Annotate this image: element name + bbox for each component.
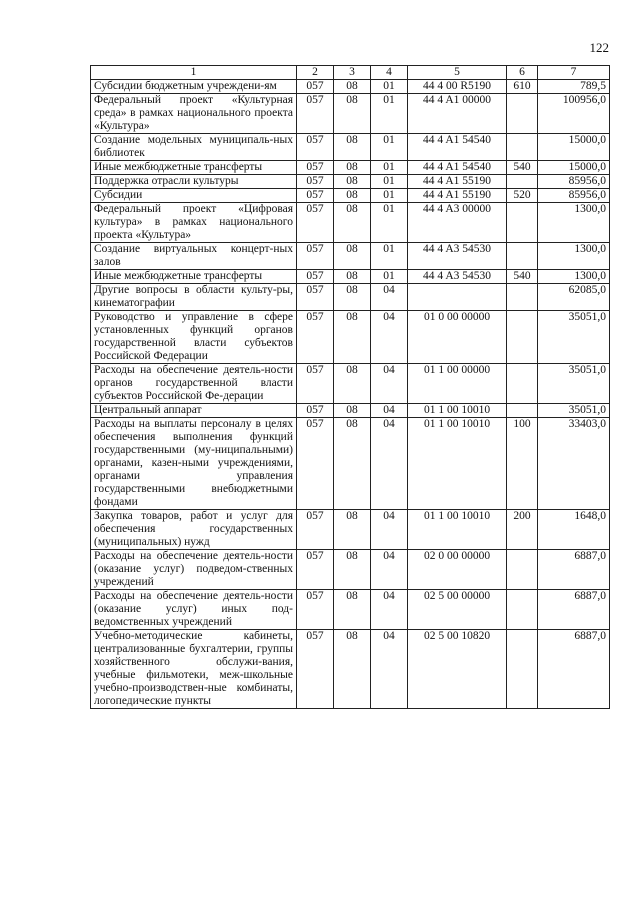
column-number-row xyxy=(91,66,610,80)
vedomstvo-cell: 057 xyxy=(297,80,334,94)
table-row xyxy=(91,189,610,203)
vedomstvo-cell: 057 xyxy=(297,134,334,161)
razdel-cell: 08 xyxy=(334,510,371,550)
expense-type-cell: 100 xyxy=(507,418,538,510)
expense-name-cell: Создание модельных муниципаль-ных библиотек xyxy=(91,134,297,161)
expense-type-cell xyxy=(507,134,538,161)
expense-name-cell: Иные межбюджетные трансферты xyxy=(91,270,297,284)
amount-cell: 6887,0 xyxy=(538,550,610,590)
amount-cell: 789,5 xyxy=(538,80,610,94)
column-header: 1 xyxy=(91,66,297,80)
table-row xyxy=(91,311,610,364)
target-article-cell: 44 4 A1 55190 xyxy=(408,189,507,203)
expense-name-cell: Закупка товаров, работ и услуг для обеспечения государственных (муниципальных) нужд xyxy=(91,510,297,550)
expense-type-cell xyxy=(507,94,538,134)
amount-cell: 6887,0 xyxy=(538,630,610,709)
expense-type-cell xyxy=(507,203,538,243)
amount-cell: 35051,0 xyxy=(538,404,610,418)
expense-type-cell xyxy=(507,175,538,189)
expense-type-cell xyxy=(507,311,538,364)
vedomstvo-cell: 057 xyxy=(297,243,334,270)
expense-name-cell: Федеральный проект «Культурная среда» в рамках национального проекта «Культура» xyxy=(91,94,297,134)
column-header: 7 xyxy=(538,66,610,80)
podrazdel-cell: 04 xyxy=(371,590,408,630)
vedomstvo-cell: 057 xyxy=(297,175,334,189)
expense-name-cell: Другие вопросы в области культу-ры, кинематографии xyxy=(91,284,297,311)
target-article-cell: 44 4 A3 54530 xyxy=(408,243,507,270)
expense-name-cell: Учебно-методические кабинеты, централизованные бухгалтерии, группы хозяйственного обслужи-вания, учебные фильмотеки, меж-школьные учебно-производствен-ные комбинаты, логопедические пункты xyxy=(91,630,297,709)
vedomstvo-cell: 057 xyxy=(297,630,334,709)
target-article-cell: 02 5 00 10820 xyxy=(408,630,507,709)
amount-cell: 15000,0 xyxy=(538,134,610,161)
expense-type-cell xyxy=(507,404,538,418)
target-article-cell: 44 4 A1 54540 xyxy=(408,161,507,175)
expense-type-cell xyxy=(507,364,538,404)
expense-name-cell: Поддержка отрасли культуры xyxy=(91,175,297,189)
razdel-cell: 08 xyxy=(334,364,371,404)
podrazdel-cell: 01 xyxy=(371,161,408,175)
razdel-cell: 08 xyxy=(334,175,371,189)
expense-name-cell: Расходы на обеспечение деятель-ности органов государственной власти субъектов Российской Фе-дерации xyxy=(91,364,297,404)
expense-type-cell: 520 xyxy=(507,189,538,203)
table-row xyxy=(91,243,610,270)
column-header: 4 xyxy=(371,66,408,80)
vedomstvo-cell: 057 xyxy=(297,404,334,418)
target-article-cell: 44 4 A1 00000 xyxy=(408,94,507,134)
expense-name-cell: Центральный аппарат xyxy=(91,404,297,418)
target-article-cell: 02 5 00 00000 xyxy=(408,590,507,630)
podrazdel-cell: 01 xyxy=(371,203,408,243)
column-header: 6 xyxy=(507,66,538,80)
table-row xyxy=(91,270,610,284)
vedomstvo-cell: 057 xyxy=(297,270,334,284)
table-row xyxy=(91,161,610,175)
page-number: 122 xyxy=(589,40,609,55)
vedomstvo-cell: 057 xyxy=(297,510,334,550)
expense-type-cell xyxy=(507,590,538,630)
table-row xyxy=(91,630,610,709)
razdel-cell: 08 xyxy=(334,590,371,630)
amount-cell: 85956,0 xyxy=(538,189,610,203)
expense-type-cell xyxy=(507,284,538,311)
target-article-cell: 44 4 A3 00000 xyxy=(408,203,507,243)
vedomstvo-cell: 057 xyxy=(297,590,334,630)
podrazdel-cell: 01 xyxy=(371,134,408,161)
expense-type-cell: 540 xyxy=(507,161,538,175)
razdel-cell: 08 xyxy=(334,311,371,364)
expense-name-cell: Расходы на обеспечение деятель-ности (оказание услуг) иных под-ведомственных учреждений xyxy=(91,590,297,630)
amount-cell: 6887,0 xyxy=(538,590,610,630)
vedomstvo-cell: 057 xyxy=(297,203,334,243)
amount-cell: 1300,0 xyxy=(538,270,610,284)
vedomstvo-cell: 057 xyxy=(297,550,334,590)
podrazdel-cell: 04 xyxy=(371,364,408,404)
target-article-cell: 01 0 00 00000 xyxy=(408,311,507,364)
target-article-cell: 01 1 00 10010 xyxy=(408,404,507,418)
podrazdel-cell: 01 xyxy=(371,175,408,189)
table-row xyxy=(91,284,610,311)
target-article-cell: 01 1 00 10010 xyxy=(408,510,507,550)
table-row xyxy=(91,590,610,630)
amount-cell: 35051,0 xyxy=(538,364,610,404)
amount-cell: 1300,0 xyxy=(538,243,610,270)
table-row xyxy=(91,418,610,510)
vedomstvo-cell: 057 xyxy=(297,364,334,404)
razdel-cell: 08 xyxy=(334,80,371,94)
podrazdel-cell: 04 xyxy=(371,630,408,709)
podrazdel-cell: 01 xyxy=(371,189,408,203)
table-row xyxy=(91,550,610,590)
target-article-cell xyxy=(408,284,507,311)
amount-cell: 62085,0 xyxy=(538,284,610,311)
target-article-cell: 01 1 00 00000 xyxy=(408,364,507,404)
budget-table xyxy=(90,65,610,709)
expense-type-cell: 540 xyxy=(507,270,538,284)
target-article-cell: 44 4 00 R5190 xyxy=(408,80,507,94)
podrazdel-cell: 01 xyxy=(371,80,408,94)
vedomstvo-cell: 057 xyxy=(297,189,334,203)
razdel-cell: 08 xyxy=(334,418,371,510)
expense-name-cell: Федеральный проект «Цифровая культура» в рамках национального проекта «Культура» xyxy=(91,203,297,243)
table-row xyxy=(91,80,610,94)
razdel-cell: 08 xyxy=(334,161,371,175)
expense-name-cell: Субсидии xyxy=(91,189,297,203)
table-row xyxy=(91,134,610,161)
table-row xyxy=(91,364,610,404)
razdel-cell: 08 xyxy=(334,550,371,590)
razdel-cell: 08 xyxy=(334,134,371,161)
table-row xyxy=(91,510,610,550)
target-article-cell: 44 4 A3 54530 xyxy=(408,270,507,284)
vedomstvo-cell: 057 xyxy=(297,311,334,364)
amount-cell: 1648,0 xyxy=(538,510,610,550)
column-header: 3 xyxy=(334,66,371,80)
razdel-cell: 08 xyxy=(334,270,371,284)
table-row xyxy=(91,203,610,243)
vedomstvo-cell: 057 xyxy=(297,284,334,311)
podrazdel-cell: 04 xyxy=(371,510,408,550)
expense-type-cell xyxy=(507,243,538,270)
amount-cell: 85956,0 xyxy=(538,175,610,189)
razdel-cell: 08 xyxy=(334,243,371,270)
column-header: 2 xyxy=(297,66,334,80)
expense-name-cell: Создание виртуальных концерт-ных залов xyxy=(91,243,297,270)
amount-cell: 1300,0 xyxy=(538,203,610,243)
razdel-cell: 08 xyxy=(334,94,371,134)
amount-cell: 15000,0 xyxy=(538,161,610,175)
podrazdel-cell: 01 xyxy=(371,94,408,134)
podrazdel-cell: 04 xyxy=(371,418,408,510)
expense-name-cell: Расходы на обеспечение деятель-ности (оказание услуг) подведом-ственных учреждений xyxy=(91,550,297,590)
column-header: 5 xyxy=(408,66,507,80)
amount-cell: 33403,0 xyxy=(538,418,610,510)
vedomstvo-cell: 057 xyxy=(297,418,334,510)
vedomstvo-cell: 057 xyxy=(297,94,334,134)
podrazdel-cell: 01 xyxy=(371,243,408,270)
expense-name-cell: Иные межбюджетные трансферты xyxy=(91,161,297,175)
table-row xyxy=(91,404,610,418)
expense-name-cell: Руководство и управление в сфере установленных функций органов государственной власти субъектов Российской Федерации xyxy=(91,311,297,364)
amount-cell: 100956,0 xyxy=(538,94,610,134)
expense-type-cell: 610 xyxy=(507,80,538,94)
podrazdel-cell: 04 xyxy=(371,311,408,364)
razdel-cell: 08 xyxy=(334,630,371,709)
table-row xyxy=(91,94,610,134)
razdel-cell: 08 xyxy=(334,203,371,243)
target-article-cell: 44 4 A1 54540 xyxy=(408,134,507,161)
razdel-cell: 08 xyxy=(334,284,371,311)
expense-type-cell: 200 xyxy=(507,510,538,550)
table-row xyxy=(91,175,610,189)
expense-name-cell: Субсидии бюджетным учреждени-ям xyxy=(91,80,297,94)
expense-type-cell xyxy=(507,630,538,709)
target-article-cell: 02 0 00 00000 xyxy=(408,550,507,590)
amount-cell: 35051,0 xyxy=(538,311,610,364)
target-article-cell: 01 1 00 10010 xyxy=(408,418,507,510)
vedomstvo-cell: 057 xyxy=(297,161,334,175)
podrazdel-cell: 04 xyxy=(371,550,408,590)
target-article-cell: 44 4 A1 55190 xyxy=(408,175,507,189)
podrazdel-cell: 04 xyxy=(371,284,408,311)
expense-name-cell: Расходы на выплаты персоналу в целях обеспечения выполнения функций государственными (му-ниципальными) органами, казен-ными учреждениями, органами управления государственными внебюджетными фондами xyxy=(91,418,297,510)
expense-type-cell xyxy=(507,550,538,590)
podrazdel-cell: 04 xyxy=(371,404,408,418)
razdel-cell: 08 xyxy=(334,189,371,203)
podrazdel-cell: 01 xyxy=(371,270,408,284)
razdel-cell: 08 xyxy=(334,404,371,418)
